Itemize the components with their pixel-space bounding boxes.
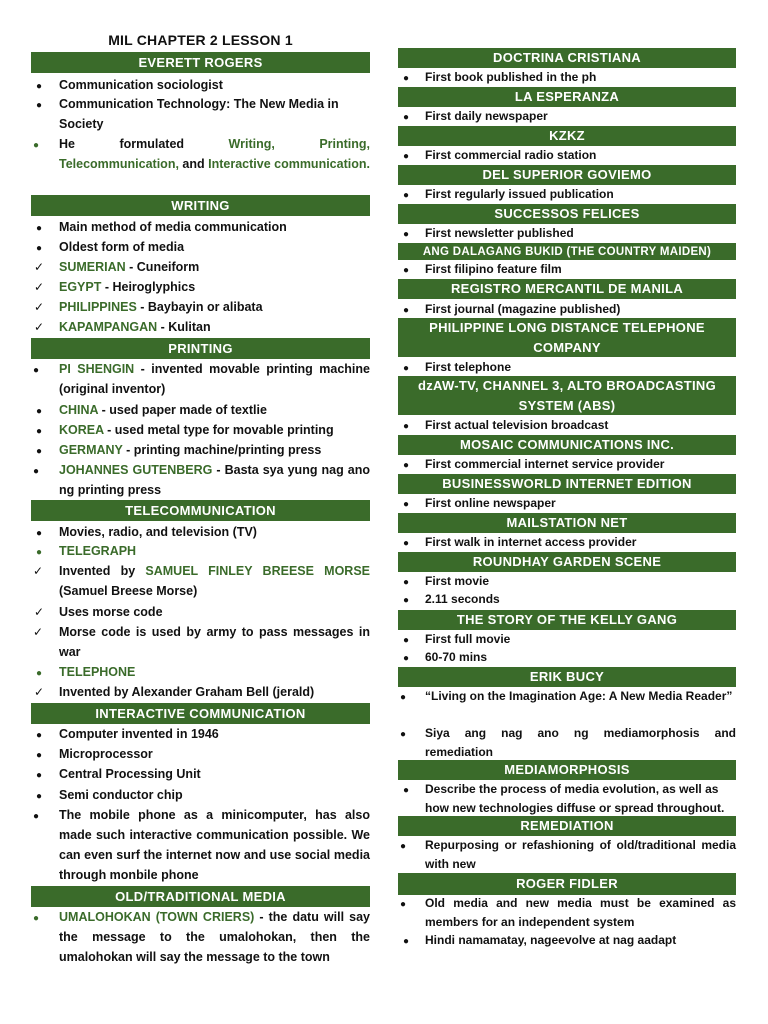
section-header-interactive-communication: INTERACTIVE COMMUNICATION	[31, 703, 370, 724]
check-icon	[33, 257, 45, 277]
list-item: ● First newsletter published	[398, 224, 736, 243]
list-item: ● First commercial internet service provider	[398, 455, 736, 474]
list-item: ● UMALOHOKAN (TOWN CRIERS) - the datu will say the message to the umalohokan, then the umalohokan will say the message to the town	[31, 907, 370, 967]
check-icon	[33, 317, 45, 337]
bullet-icon	[400, 931, 412, 952]
bullet-icon	[33, 217, 45, 239]
section-header-la-esperanza: LA ESPERANZA	[398, 87, 736, 107]
check-icon	[33, 602, 45, 622]
section-header-telecommunication: TELECOMMUNICATION	[31, 500, 370, 521]
list-item: ● “Living on the Imagination Age: A New Media Reader”	[398, 687, 736, 706]
list-item: ● KOREA - used metal type for movable printing	[31, 420, 370, 440]
section-header-printing: PRINTING	[31, 338, 370, 359]
bullet-icon	[33, 440, 45, 462]
bullet-icon	[33, 420, 45, 442]
bullet-icon	[400, 724, 412, 745]
list-item: ● JOHANNES GUTENBERG - Basta sya yung nag ano ng printing press	[31, 460, 370, 500]
bullet-icon	[33, 237, 45, 259]
section-header-del-superior-goviemo: DEL SUPERIOR GOVIEMO	[398, 165, 736, 185]
section-header-mailstation-net: MAILSTATION NET	[398, 513, 736, 533]
bullet-icon	[400, 146, 412, 167]
list-item: ● Microprocessor	[31, 744, 370, 764]
list-item: ● First full movie	[398, 630, 736, 649]
bullet-icon	[33, 134, 45, 156]
list-item: ● First online newspaper	[398, 494, 736, 513]
page-title: MIL CHAPTER 2 LESSON 1	[108, 32, 293, 48]
list-item: ● Siya ang nag ano ng mediamorphosis and remediation	[398, 724, 736, 761]
list-item: ● Main method of media communication	[31, 217, 370, 237]
bullet-icon	[400, 780, 412, 801]
bullet-icon	[400, 107, 412, 128]
list-item: ● Semi conductor chip	[31, 785, 370, 805]
bullet-icon	[33, 724, 45, 746]
bullet-icon	[33, 805, 45, 827]
list-item: ● Communication sociologist	[31, 75, 370, 95]
bullet-icon	[400, 590, 412, 611]
section-header-doctrina-cristiana: DOCTRINA CRISTIANA	[398, 48, 736, 68]
section-header-roundhay-garden-scene: ROUNDHAY GARDEN SCENE	[398, 552, 736, 572]
check-icon	[33, 622, 45, 642]
bullet-icon	[33, 662, 45, 684]
list-item: ✓ SUMERIAN - Cuneiform	[31, 257, 370, 277]
bullet-icon	[33, 460, 45, 482]
check-icon	[33, 277, 45, 297]
list-item: ✓ KAPAMPANGAN - Kulitan	[31, 317, 370, 337]
list-item: ● Old media and new media must be examined as members for an independent system	[398, 894, 736, 931]
list-item: ● PI SHENGIN - invented movable printing machine (original inventor)	[31, 359, 370, 399]
check-icon	[33, 297, 45, 317]
list-item: ✓ PHILIPPINES - Baybayin or alibata	[31, 297, 370, 317]
list-item: ✓ Uses morse code	[31, 602, 370, 622]
check-icon	[33, 682, 45, 702]
list-item: ● TELEGRAPH	[31, 541, 370, 561]
list-item: ● Repurposing or refashioning of old/traditional media with new	[398, 836, 736, 873]
bullet-icon	[33, 744, 45, 766]
list-item: ● 2.11 seconds	[398, 590, 736, 609]
bullet-icon	[33, 907, 45, 929]
bullet-icon	[400, 416, 412, 437]
list-item: ● Communication Technology: The New Media in Society	[31, 94, 370, 134]
list-item: ● First daily newspaper	[398, 107, 736, 126]
section-header-mosaic-communications: MOSAIC COMMUNICATIONS INC.	[398, 435, 736, 455]
bullet-icon	[400, 687, 412, 708]
section-header-mediamorphosis: MEDIAMORPHOSIS	[398, 760, 736, 780]
list-item: ● First regularly issued publication	[398, 185, 736, 204]
section-header-kzkz: KZKZ	[398, 126, 736, 146]
bullet-icon	[400, 836, 412, 857]
list-item: ● Describe the process of media evolution, as well as how new technologies diffuse or spread throughout.	[398, 780, 736, 817]
section-header-remediation: REMEDIATION	[398, 816, 736, 836]
list-item: ● GERMANY - printing machine/printing press	[31, 440, 370, 460]
section-header-registro-mercantil-de-manila: REGISTRO MERCANTIL DE MANILA	[398, 279, 736, 299]
section-header-pldt: PHILIPPINE LONG DISTANCE TELEPHONE COMPANY	[398, 318, 736, 357]
list-item: ● First book published in the ph	[398, 68, 736, 87]
list-item: ● First telephone	[398, 358, 736, 377]
bullet-icon	[400, 648, 412, 669]
list-item: ● First movie	[398, 572, 736, 591]
list-item: ● First filipino feature film	[398, 260, 736, 279]
section-header-ang-dalagang-bukid: ANG DALAGANG BUKID (THE COUNTRY MAIDEN)	[398, 243, 736, 260]
list-item: ● First commercial radio station	[398, 146, 736, 165]
section-header-erik-bucy: ERIK BUCY	[398, 667, 736, 687]
bullet-icon	[400, 224, 412, 245]
bullet-icon	[400, 185, 412, 206]
bullet-icon	[33, 400, 45, 422]
list-item: ● Oldest form of media	[31, 237, 370, 257]
list-item: ● Computer invented in 1946	[31, 724, 370, 744]
bullet-icon	[400, 68, 412, 89]
section-header-roger-fidler: ROGER FIDLER	[398, 873, 736, 895]
bullet-icon	[400, 260, 412, 281]
bullet-icon	[400, 455, 412, 476]
section-header-writing: WRITING	[31, 195, 370, 216]
list-item: ● The mobile phone as a minicomputer, has also made such interactive communication possible. We can even surf the internet now and use social media through monbile phone	[31, 805, 370, 885]
list-item: ● First walk in internet access provider	[398, 533, 736, 552]
list-item: ● Central Processing Unit	[31, 764, 370, 784]
list-item: ● Movies, radio, and television (TV)	[31, 522, 370, 542]
bullet-icon	[33, 359, 45, 381]
bullet-icon	[33, 94, 45, 116]
section-header-dzaw-tv: dzAW-TV, CHANNEL 3, ALTO BROADCASTING SYSTEM (ABS)	[398, 376, 736, 415]
bullet-icon	[400, 894, 412, 915]
list-item: ✓ Morse code is used by army to pass messages in war	[31, 622, 370, 662]
section-header-story-of-the-kelly-gang: THE STORY OF THE KELLY GANG	[398, 610, 736, 630]
list-item: ● First journal (magazine published)	[398, 300, 736, 319]
bullet-icon	[400, 533, 412, 554]
list-item: ● He formulated Writing, Printing, Telecommunication, and Interactive communication.	[31, 134, 370, 174]
list-item: ● CHINA - used paper made of textlie	[31, 400, 370, 420]
list-item: ● 60-70 mins	[398, 648, 736, 667]
bullet-icon	[33, 785, 45, 807]
check-icon	[33, 561, 45, 581]
section-header-old-traditional-media: OLD/TRADITIONAL MEDIA	[31, 886, 370, 907]
bullet-icon	[33, 764, 45, 786]
list-item: ✓ Invented by SAMUEL FINLEY BREESE MORSE (Samuel Breese Morse)	[31, 561, 370, 601]
list-item: ● TELEPHONE	[31, 662, 370, 682]
list-item: ✓ EGYPT - Heiroglyphics	[31, 277, 370, 297]
list-item: ● Hindi namamatay, nageevolve at nag aadapt	[398, 931, 736, 950]
list-item: ● First actual television broadcast	[398, 416, 736, 435]
section-header-everett-rogers: EVERETT ROGERS	[31, 52, 370, 73]
bullet-icon	[400, 494, 412, 515]
section-header-successos-felices: SUCCESSOS FELICES	[398, 204, 736, 224]
section-header-businessworld: BUSINESSWORLD INTERNET EDITION	[398, 474, 736, 494]
list-item: ✓ Invented by Alexander Graham Bell (jerald)	[31, 682, 370, 702]
bullet-icon	[33, 541, 45, 563]
